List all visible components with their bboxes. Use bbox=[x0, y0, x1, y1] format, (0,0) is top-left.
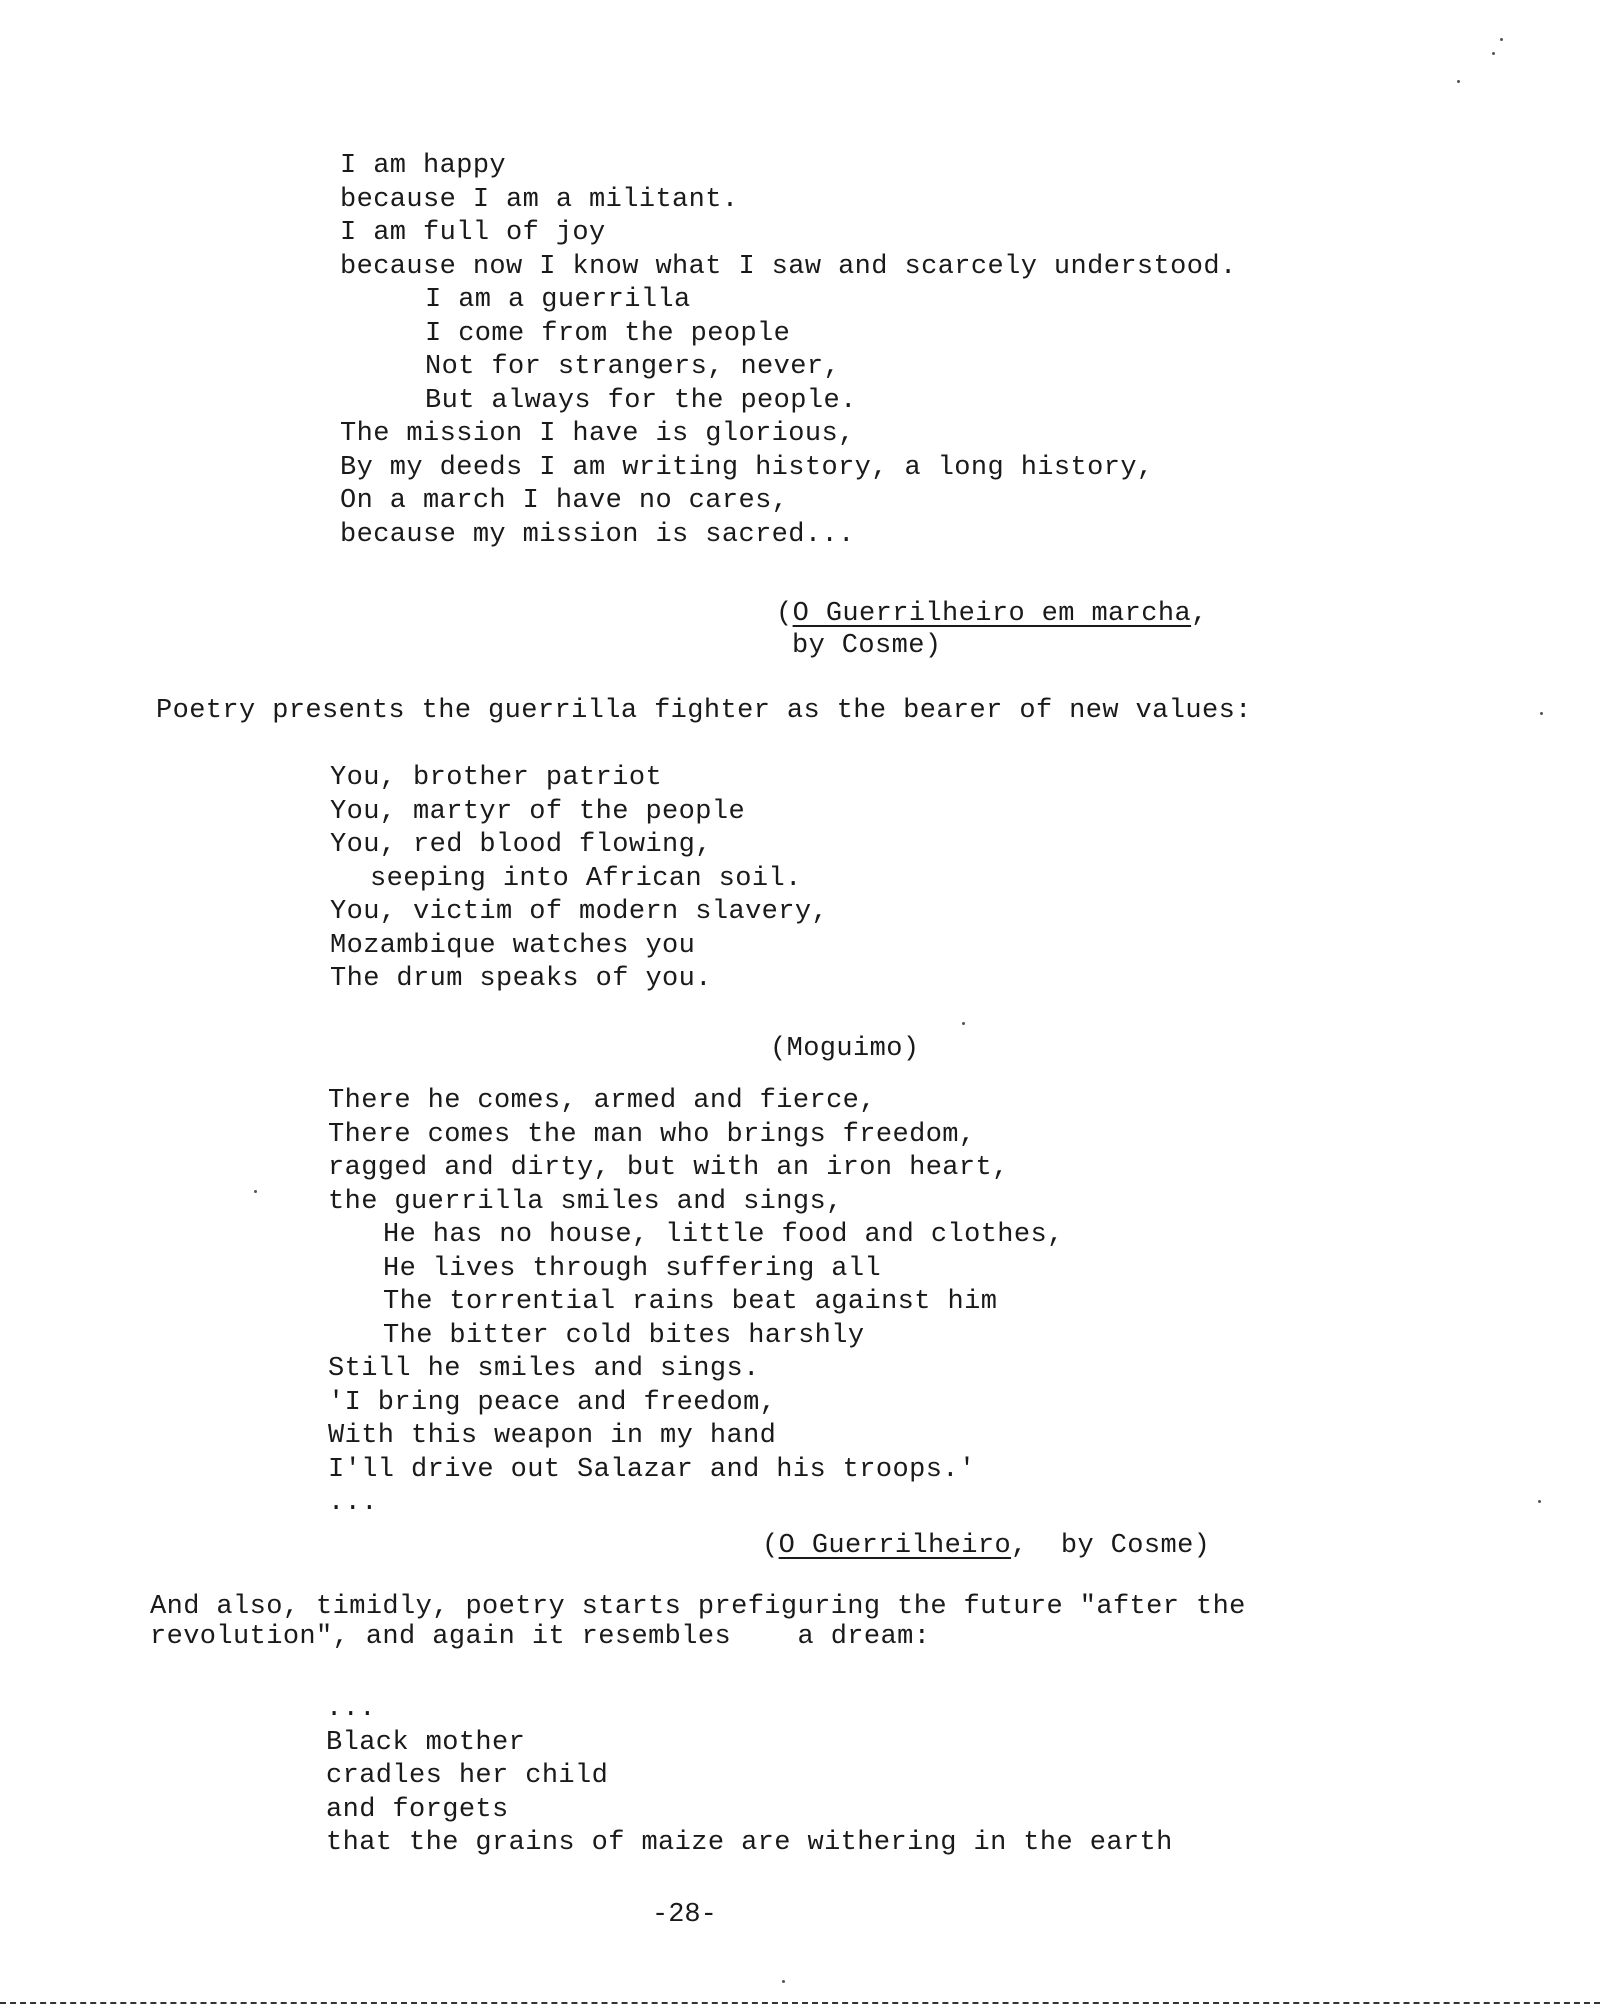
poem-line: seeping into African soil. bbox=[370, 863, 802, 894]
prose-line: And also, timidly, poetry starts prefiguring the future "after the bbox=[150, 1592, 1246, 1622]
poem-line: ragged and dirty, but with an iron heart, bbox=[328, 1153, 1009, 1183]
poem-line: You, red blood flowing, bbox=[330, 830, 712, 860]
poem-line: that the grains of maize are withering in the earth bbox=[326, 1828, 1173, 1858]
poem-black-mother bbox=[326, 1693, 1173, 1861]
bottom-rule bbox=[0, 2002, 1600, 2004]
poem-line: the guerrilla smiles and sings, bbox=[328, 1186, 843, 1217]
poem-line: But always for the people. bbox=[425, 385, 857, 416]
poem-line: I'll drive out Salazar and his troops.' bbox=[328, 1454, 976, 1485]
citation-title-suffix: , bbox=[1191, 599, 1208, 629]
poem-line: because my mission is sacred... bbox=[340, 519, 855, 550]
poem-line: There he comes, armed and fierce, bbox=[328, 1086, 876, 1116]
scan-speck bbox=[962, 1022, 965, 1025]
citation-line bbox=[762, 1530, 1210, 1564]
citation-moguimo bbox=[770, 1033, 919, 1067]
poem-guerrilheiro bbox=[328, 1085, 1064, 1521]
poem-line: With this weapon in my hand bbox=[328, 1421, 777, 1451]
poem-line: and forgets bbox=[326, 1794, 509, 1825]
citation-line bbox=[776, 598, 1208, 630]
poem-line: The mission I have is glorious, bbox=[340, 419, 855, 449]
citation-title: O Guerrilheiro bbox=[778, 1531, 1012, 1561]
poem-line: cradles her child bbox=[326, 1761, 609, 1791]
poem-line: because now I know what I saw and scarcely understood. bbox=[340, 251, 1237, 282]
poem-line: You, victim of modern slavery, bbox=[330, 897, 829, 927]
citation-author: , by Cosme) bbox=[1011, 1531, 1211, 1561]
citation-line: (Moguimo) bbox=[770, 1034, 920, 1064]
prose-line: Poetry presents the guerrilla fighter as the bearer of new values: bbox=[156, 696, 1252, 726]
page-number: -28- bbox=[652, 1900, 717, 1930]
open-paren: ( bbox=[762, 1531, 779, 1561]
citation-title: O Guerrilheiro em marcha bbox=[792, 599, 1192, 629]
poem-ellipsis: ... bbox=[328, 1488, 378, 1518]
poem-line: He lives through suffering all bbox=[383, 1253, 882, 1284]
poem-line: 'I bring peace and freedom, bbox=[328, 1387, 777, 1418]
poem-line: You, martyr of the people bbox=[330, 796, 746, 827]
poem-line: Still he smiles and sings. bbox=[328, 1354, 760, 1384]
poem-line: because I am a militant. bbox=[340, 184, 739, 215]
prose-paragraph bbox=[156, 695, 1252, 729]
prose-line: revolution", and again it resembles a dream: bbox=[150, 1622, 931, 1652]
poem-line: I come from the people bbox=[425, 318, 791, 349]
poem-line: Mozambique watches you bbox=[330, 930, 696, 961]
poem-line: The drum speaks of you. bbox=[330, 964, 712, 994]
poem-line: I am full of joy bbox=[340, 218, 606, 248]
poem-line: He has no house, little food and clothes, bbox=[383, 1220, 1064, 1250]
scan-speck bbox=[1492, 52, 1495, 55]
poem-line: There comes the man who brings freedom, bbox=[328, 1119, 976, 1150]
poem-line: On a march I have no cares, bbox=[340, 486, 789, 516]
poem-line: By my deeds I am writing history, a long history, bbox=[340, 452, 1154, 483]
poem-moguimo bbox=[330, 762, 828, 997]
prose-paragraph bbox=[150, 1592, 1246, 1652]
poem-ellipsis: ... bbox=[326, 1694, 376, 1724]
poem-line: You, brother patriot bbox=[330, 763, 663, 793]
poem-line: The torrential rains beat against him bbox=[383, 1287, 998, 1317]
citation-guerrilheiro bbox=[762, 1530, 1210, 1564]
scan-speck bbox=[1538, 1500, 1541, 1503]
scan-speck bbox=[782, 1980, 785, 1983]
poem-line: The bitter cold bites harshly bbox=[383, 1320, 865, 1351]
scan-speck bbox=[1540, 712, 1543, 715]
poem-line: Black mother bbox=[326, 1727, 526, 1758]
poem-guerrilheiro-em-marcha bbox=[340, 150, 1237, 552]
poem-line: I am happy bbox=[340, 151, 507, 181]
scan-speck bbox=[1500, 38, 1503, 41]
poem-line: I am a guerrilla bbox=[425, 285, 691, 315]
scan-speck bbox=[254, 1190, 257, 1193]
poem-line: Not for strangers, never, bbox=[425, 352, 841, 382]
open-paren: ( bbox=[776, 599, 793, 629]
citation-author: by Cosme) bbox=[792, 631, 942, 661]
citation-guerrilheiro-em-marcha bbox=[776, 598, 1208, 662]
scan-speck bbox=[1457, 80, 1460, 83]
